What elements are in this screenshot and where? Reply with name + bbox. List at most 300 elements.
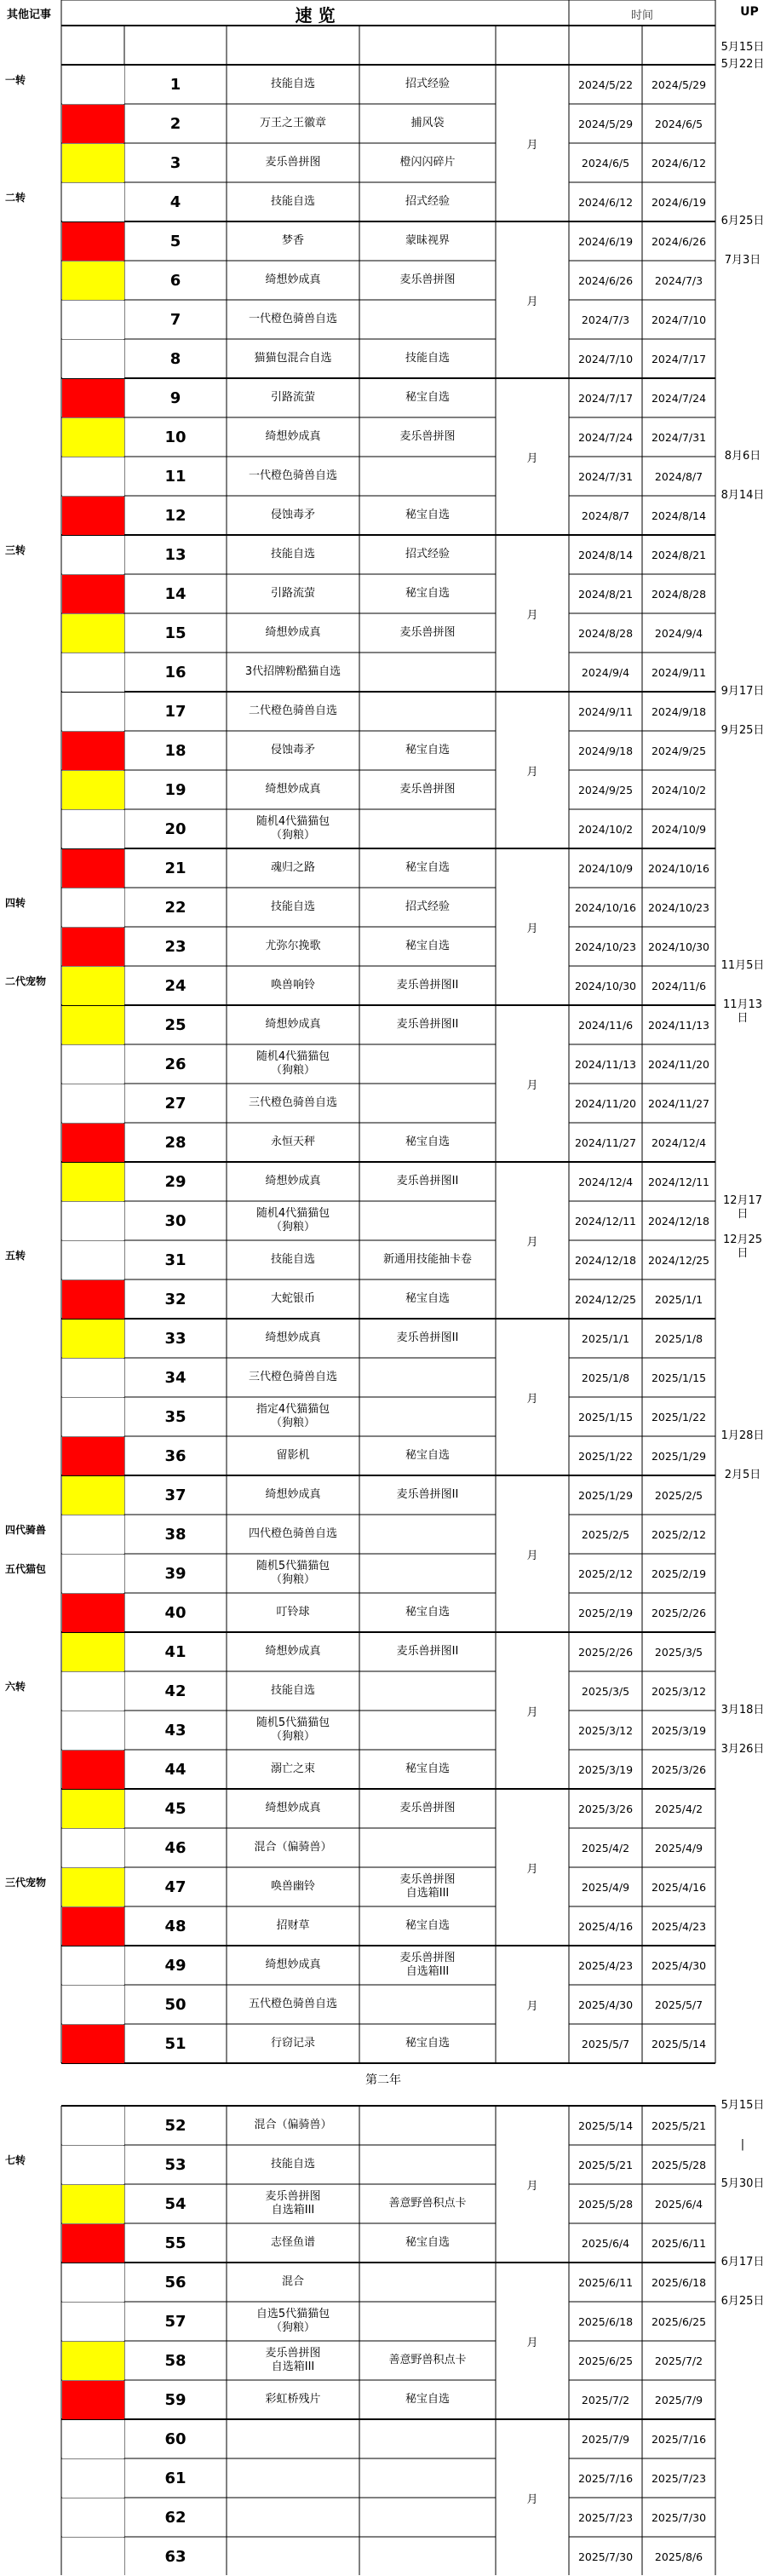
month-label: 月 xyxy=(526,451,538,465)
row-number: 11 xyxy=(164,467,187,486)
event-name: 随机4代猫猫包 （狗粮） xyxy=(255,1050,330,1077)
row-number: 26 xyxy=(164,1055,187,1073)
end-date: 2024/9/11 xyxy=(651,665,707,679)
event-reward: 麦乐兽拼图 xyxy=(399,430,456,443)
up-date: 8月14日 xyxy=(720,489,765,502)
start-date: 2025/6/18 xyxy=(577,2314,634,2328)
status-swatch xyxy=(62,1790,124,1828)
row-number: 27 xyxy=(164,1094,187,1113)
event-name: 自选5代猫猫包 （狗粮） xyxy=(255,2308,330,2334)
status-swatch xyxy=(62,66,124,104)
event-reward: 秘宝自选 xyxy=(405,391,450,404)
event-name xyxy=(227,2498,359,2537)
start-date: 2024/12/25 xyxy=(574,1292,637,1306)
status-swatch xyxy=(62,1163,124,1201)
start-date: 2024/11/20 xyxy=(574,1096,637,1110)
row-number: 8 xyxy=(169,349,181,368)
event-reward xyxy=(359,457,496,496)
status-swatch xyxy=(62,2342,124,2380)
event-name: 绮想妙成真 xyxy=(265,1331,321,1344)
status-swatch xyxy=(62,262,124,300)
event-reward xyxy=(359,2263,496,2302)
event-reward xyxy=(359,2145,496,2184)
end-date: 2024/8/21 xyxy=(651,548,707,561)
start-date: 2024/5/29 xyxy=(577,117,634,130)
row-number: 29 xyxy=(164,1172,187,1191)
status-swatch xyxy=(62,379,124,417)
event-name: 彩虹桥残片 xyxy=(265,2393,321,2406)
status-swatch xyxy=(62,497,124,535)
up-top-date: 5月15日 xyxy=(720,41,765,54)
status-swatch xyxy=(62,2381,124,2419)
end-date: 2024/11/6 xyxy=(651,979,707,992)
up-date: 9月25日 xyxy=(720,724,765,737)
end-date: 2025/7/30 xyxy=(651,2510,707,2524)
row-number: 18 xyxy=(164,741,187,760)
event-name: 大蛇银币 xyxy=(270,1292,315,1305)
end-date: 2025/2/26 xyxy=(651,1606,707,1619)
row-number: 43 xyxy=(164,1721,187,1739)
status-swatch xyxy=(62,1006,124,1044)
end-date: 2025/3/26 xyxy=(651,1762,707,1776)
end-date: 2024/12/25 xyxy=(647,1253,710,1267)
end-date: 2024/8/14 xyxy=(651,509,707,522)
event-name: 绮想妙成真 xyxy=(265,1175,321,1187)
event-name: 绮想妙成真 xyxy=(265,1018,321,1031)
start-date: 2024/8/7 xyxy=(581,509,630,522)
end-date: 2024/6/19 xyxy=(651,195,707,209)
start-date: 2025/6/25 xyxy=(577,2354,634,2367)
up-date: 11月13日 xyxy=(722,998,763,1025)
end-date: 2025/6/25 xyxy=(651,2314,707,2328)
end-date: 2024/10/2 xyxy=(651,783,707,796)
event-name: 绮想妙成真 xyxy=(265,1488,321,1501)
up-date: | xyxy=(740,2138,745,2151)
status-swatch xyxy=(62,1594,124,1632)
event-reward: 麦乐兽拼图 xyxy=(399,1802,456,1814)
row-number: 14 xyxy=(164,584,187,603)
event-reward: 秘宝自选 xyxy=(405,509,450,521)
event-reward: 秘宝自选 xyxy=(405,744,450,756)
row-number: 7 xyxy=(169,310,181,329)
status-swatch xyxy=(62,771,124,809)
event-name: 唤兽幽铃 xyxy=(270,1880,315,1893)
start-date: 2025/2/12 xyxy=(577,1567,634,1580)
side-note: 一转 xyxy=(5,74,26,86)
end-date: 2025/7/16 xyxy=(651,2432,707,2446)
event-reward xyxy=(359,1358,496,1397)
row-number: 50 xyxy=(164,1995,187,2014)
event-reward: 秘宝自选 xyxy=(405,1136,450,1148)
event-reward: 麦乐兽拼图 xyxy=(399,626,456,639)
row-number: 53 xyxy=(164,2155,187,2174)
event-reward: 招式经验 xyxy=(405,548,450,561)
row-number: 10 xyxy=(164,428,187,446)
end-date: 2025/4/9 xyxy=(654,1841,703,1854)
row-number: 47 xyxy=(164,1877,187,1896)
up-date: 7月3日 xyxy=(724,254,761,267)
start-date: 2024/12/11 xyxy=(574,1214,637,1228)
start-date: 2025/3/12 xyxy=(577,1723,634,1737)
event-reward: 麦乐兽拼图 xyxy=(399,783,456,796)
event-reward xyxy=(359,2537,496,2576)
status-swatch xyxy=(62,575,124,613)
start-date: 2024/6/5 xyxy=(581,156,630,170)
event-name: 随机5代猫猫包 （狗粮） xyxy=(255,1716,330,1743)
event-reward: 橙闪闪碎片 xyxy=(399,156,456,169)
row-number: 33 xyxy=(164,1329,187,1348)
event-reward xyxy=(359,653,496,692)
start-date: 2024/8/28 xyxy=(577,626,634,640)
row-number: 57 xyxy=(164,2312,187,2331)
month-label: 月 xyxy=(526,765,538,779)
event-name: 绮想妙成真 xyxy=(265,1645,321,1658)
event-reward: 麦乐兽拼图II xyxy=(396,1331,459,1344)
end-date: 2025/4/16 xyxy=(651,1880,707,1894)
start-date: 2024/7/10 xyxy=(577,352,634,365)
up-date: 5月22日 xyxy=(720,58,765,71)
up-date: 3月18日 xyxy=(720,1704,765,1716)
end-date: 2024/10/30 xyxy=(647,940,710,953)
notes-column-header: 其他记事 xyxy=(7,9,52,21)
end-date: 2024/9/18 xyxy=(651,704,707,718)
start-date: 2024/10/9 xyxy=(577,861,634,875)
end-date: 2024/7/10 xyxy=(651,313,707,326)
event-reward xyxy=(359,300,496,339)
end-date: 2024/8/7 xyxy=(654,469,703,483)
start-date: 2024/8/14 xyxy=(577,548,634,561)
status-swatch xyxy=(62,693,124,731)
end-date: 2025/7/2 xyxy=(654,2354,703,2367)
event-name: 绮想妙成真 xyxy=(265,1958,321,1971)
end-date: 2025/1/22 xyxy=(651,1410,707,1423)
event-name: 猫猫包混合自选 xyxy=(254,352,332,365)
event-name: 侵蚀毒矛 xyxy=(270,744,315,756)
status-swatch xyxy=(62,1359,124,1397)
event-reward: 秘宝自选 xyxy=(405,940,450,952)
row-number: 13 xyxy=(164,545,187,564)
end-date: 2024/5/29 xyxy=(651,78,707,91)
event-name xyxy=(227,2458,359,2498)
status-swatch xyxy=(62,1045,124,1084)
event-name: 溺亡之束 xyxy=(270,1762,315,1775)
row-number: 63 xyxy=(164,2547,187,2566)
event-reward xyxy=(359,1084,496,1123)
end-date: 2025/4/23 xyxy=(651,1919,707,1933)
row-number: 35 xyxy=(164,1407,187,1426)
start-date: 2024/10/2 xyxy=(577,822,634,836)
end-date: 2024/12/18 xyxy=(647,1214,710,1228)
status-swatch xyxy=(62,222,124,261)
event-reward xyxy=(359,2419,496,2458)
event-name: 留影机 xyxy=(276,1449,310,1462)
event-name: 绮想妙成真 xyxy=(265,430,321,443)
start-date: 2025/7/23 xyxy=(577,2510,634,2524)
side-note: 三代宠物 xyxy=(5,1877,47,1889)
event-reward xyxy=(359,2106,496,2145)
end-date: 2024/7/3 xyxy=(654,273,703,287)
status-swatch xyxy=(62,1515,124,1554)
start-date: 2025/5/28 xyxy=(577,2197,634,2211)
event-reward xyxy=(359,1985,496,2024)
start-date: 2025/3/5 xyxy=(581,1684,630,1698)
event-name: 混合（偏骑兽） xyxy=(254,2119,332,2131)
month-label: 月 xyxy=(526,608,538,622)
start-date: 2025/7/2 xyxy=(581,2393,630,2406)
event-name: 麦乐兽拼图 自选箱III xyxy=(265,2190,321,2217)
end-date: 2025/2/5 xyxy=(654,1488,703,1502)
start-date: 2024/11/27 xyxy=(574,1136,637,1149)
status-swatch xyxy=(62,1711,124,1750)
start-date: 2024/10/30 xyxy=(574,979,637,992)
event-name: 三代橙色骑兽自选 xyxy=(248,1371,337,1383)
row-number: 58 xyxy=(164,2351,187,2370)
end-date: 2024/11/13 xyxy=(647,1018,710,1032)
event-reward xyxy=(359,2458,496,2498)
end-date: 2025/6/18 xyxy=(651,2275,707,2289)
end-date: 2024/10/23 xyxy=(647,900,710,914)
row-number: 30 xyxy=(164,1211,187,1230)
event-name: 一代橙色骑兽自选 xyxy=(248,469,337,482)
event-name: 三代橙色骑兽自选 xyxy=(248,1096,337,1109)
side-note: 二代宠物 xyxy=(5,975,47,987)
end-date: 2024/7/31 xyxy=(651,430,707,444)
event-name: 引路流萤 xyxy=(270,391,315,404)
start-date: 2024/10/16 xyxy=(574,900,637,914)
row-number: 3 xyxy=(169,153,181,172)
row-number: 32 xyxy=(164,1290,187,1308)
start-date: 2025/1/29 xyxy=(577,1488,634,1502)
event-name: 绮想妙成真 xyxy=(265,273,321,286)
event-reward: 麦乐兽拼图II xyxy=(396,979,459,992)
up-date: 5月15日 xyxy=(720,2099,765,2112)
up-date: 12月17日 xyxy=(722,1194,763,1221)
end-date: 2024/7/24 xyxy=(651,391,707,405)
end-date: 2024/6/26 xyxy=(651,234,707,248)
event-reward: 技能自选 xyxy=(405,352,450,365)
start-date: 2025/5/14 xyxy=(577,2119,634,2132)
end-date: 2025/8/6 xyxy=(654,2550,703,2563)
event-reward: 麦乐兽拼图II xyxy=(396,1488,459,1501)
row-number: 22 xyxy=(164,898,187,917)
status-swatch xyxy=(62,2538,124,2576)
start-date: 2024/7/24 xyxy=(577,430,634,444)
start-date: 2025/6/11 xyxy=(577,2275,634,2289)
end-date: 2024/9/4 xyxy=(654,626,703,640)
event-reward: 招式经验 xyxy=(405,78,450,90)
event-name: 混合 xyxy=(281,2275,304,2288)
row-number: 21 xyxy=(164,859,187,877)
end-date: 2024/6/5 xyxy=(654,117,703,130)
month-label: 月 xyxy=(526,1999,538,2013)
event-reward: 麦乐兽拼图 xyxy=(399,273,456,286)
status-swatch xyxy=(62,1555,124,1593)
status-swatch xyxy=(62,1476,124,1515)
side-note: 五转 xyxy=(5,1250,26,1262)
event-reward xyxy=(359,1671,496,1711)
event-name: 叮铃球 xyxy=(276,1606,310,1619)
status-swatch xyxy=(62,2107,124,2145)
end-date: 2024/10/16 xyxy=(647,861,710,875)
row-number: 51 xyxy=(164,2034,187,2053)
up-date: 11月5日 xyxy=(720,959,765,972)
event-name: 技能自选 xyxy=(270,1253,315,1266)
start-date: 2025/3/26 xyxy=(577,1802,634,1815)
end-date: 2025/3/19 xyxy=(651,1723,707,1737)
event-name: 随机4代猫猫包 （狗粮） xyxy=(255,1207,330,1233)
up-date: 1月28日 xyxy=(720,1429,765,1442)
event-name: 3代招牌粉酷猫自选 xyxy=(244,665,342,678)
start-date: 2025/1/22 xyxy=(577,1449,634,1463)
event-name: 技能自选 xyxy=(270,2158,315,2171)
event-reward: 招式经验 xyxy=(405,195,450,208)
event-reward: 善意野兽积点卡 xyxy=(388,2197,467,2210)
start-date: 2024/11/6 xyxy=(577,1018,634,1032)
start-date: 2025/2/26 xyxy=(577,1645,634,1659)
month-label: 月 xyxy=(526,1549,538,1562)
status-swatch xyxy=(62,614,124,653)
side-note: 四代骑兽 xyxy=(5,1524,47,1536)
event-name: 梦香 xyxy=(281,234,304,247)
up-date: 2月5日 xyxy=(724,1469,761,1481)
status-swatch xyxy=(62,105,124,143)
event-name: 引路流萤 xyxy=(270,587,315,600)
status-swatch xyxy=(62,2420,124,2458)
status-swatch xyxy=(62,1672,124,1711)
month-label: 月 xyxy=(526,1078,538,1092)
end-date: 2025/3/12 xyxy=(651,1684,707,1698)
month-label: 月 xyxy=(526,1705,538,1719)
row-number: 36 xyxy=(164,1446,187,1465)
row-number: 42 xyxy=(164,1682,187,1700)
end-date: 2024/12/11 xyxy=(647,1175,710,1188)
up-date: 6月17日 xyxy=(720,2256,765,2268)
row-number: 46 xyxy=(164,1838,187,1857)
start-date: 2024/12/18 xyxy=(574,1253,637,1267)
start-date: 2025/4/23 xyxy=(577,1958,634,1972)
row-number: 62 xyxy=(164,2508,187,2527)
row-number: 12 xyxy=(164,506,187,525)
month-label: 月 xyxy=(526,2336,538,2349)
event-reward: 秘宝自选 xyxy=(405,587,450,600)
start-date: 2024/7/31 xyxy=(577,469,634,483)
row-number: 25 xyxy=(164,1015,187,1034)
event-name xyxy=(227,2537,359,2576)
status-swatch xyxy=(62,1241,124,1279)
end-date: 2025/6/11 xyxy=(651,2236,707,2250)
event-reward xyxy=(359,1515,496,1554)
status-swatch xyxy=(62,457,124,496)
start-date: 2025/4/9 xyxy=(581,1880,630,1894)
end-date: 2024/11/20 xyxy=(647,1057,710,1071)
status-swatch xyxy=(62,1398,124,1436)
status-swatch xyxy=(62,1202,124,1240)
start-date: 2025/4/2 xyxy=(581,1841,630,1854)
end-date: 2025/7/23 xyxy=(651,2471,707,2485)
event-name: 技能自选 xyxy=(270,548,315,561)
row-number: 37 xyxy=(164,1486,187,1504)
row-number: 19 xyxy=(164,780,187,799)
side-note: 五代猫包 xyxy=(5,1563,47,1575)
start-date: 2025/7/9 xyxy=(581,2432,630,2446)
status-swatch xyxy=(62,1946,124,1985)
status-swatch xyxy=(62,301,124,339)
event-name: 尤弥尔挽歌 xyxy=(265,940,321,952)
event-reward xyxy=(359,1554,496,1593)
status-swatch xyxy=(62,1751,124,1789)
status-swatch xyxy=(62,2025,124,2063)
start-date: 2024/7/17 xyxy=(577,391,634,405)
row-number: 15 xyxy=(164,624,187,642)
side-note: 六转 xyxy=(5,1681,26,1693)
end-date: 2025/4/2 xyxy=(654,1802,703,1815)
event-name: 随机5代猫猫包 （狗粮） xyxy=(255,1560,330,1586)
row-number: 20 xyxy=(164,819,187,838)
start-date: 2025/2/19 xyxy=(577,1606,634,1619)
end-date: 2025/3/5 xyxy=(654,1645,703,1659)
year-two-label: 第二年 xyxy=(365,2073,401,2087)
end-date: 2025/5/28 xyxy=(651,2158,707,2171)
start-date: 2025/1/15 xyxy=(577,1410,634,1423)
event-name: 五代橙色骑兽自选 xyxy=(248,1998,337,2010)
event-name: 麦乐兽拼图 xyxy=(265,156,321,169)
end-date: 2025/1/8 xyxy=(654,1331,703,1345)
event-reward: 秘宝自选 xyxy=(405,1919,450,1932)
month-label: 月 xyxy=(526,2493,538,2506)
event-reward: 秘宝自选 xyxy=(405,2393,450,2406)
start-date: 2025/3/19 xyxy=(577,1762,634,1776)
event-name: 魂归之路 xyxy=(270,861,315,874)
status-swatch xyxy=(62,340,124,378)
row-number: 52 xyxy=(164,2116,187,2135)
month-label: 月 xyxy=(526,138,538,152)
side-note: 四转 xyxy=(5,897,26,909)
up-date: 3月26日 xyxy=(720,1743,765,1756)
row-number: 56 xyxy=(164,2273,187,2291)
event-reward: 蒙昧视界 xyxy=(405,234,450,247)
status-swatch xyxy=(62,2263,124,2302)
start-date: 2024/8/21 xyxy=(577,587,634,601)
end-date: 2025/5/14 xyxy=(651,2037,707,2050)
event-reward: 捕风袋 xyxy=(410,117,445,129)
end-date: 2024/9/25 xyxy=(651,744,707,757)
start-date: 2025/1/8 xyxy=(581,1371,630,1384)
start-date: 2024/9/18 xyxy=(577,744,634,757)
row-number: 4 xyxy=(169,193,181,211)
start-date: 2024/11/13 xyxy=(574,1057,637,1071)
event-reward: 麦乐兽拼图II xyxy=(396,1175,459,1187)
status-swatch xyxy=(62,810,124,848)
end-date: 2025/5/21 xyxy=(651,2119,707,2132)
status-swatch xyxy=(62,1124,124,1162)
up-date: 6月25日 xyxy=(720,215,765,227)
status-swatch xyxy=(62,536,124,574)
event-reward xyxy=(359,1828,496,1867)
month-label: 月 xyxy=(526,2179,538,2193)
start-date: 2024/9/25 xyxy=(577,783,634,796)
event-name: 永恒天秤 xyxy=(270,1136,315,1148)
end-date: 2024/12/4 xyxy=(651,1136,707,1149)
status-swatch xyxy=(62,418,124,457)
event-reward xyxy=(359,809,496,848)
row-number: 61 xyxy=(164,2469,187,2487)
side-note: 三转 xyxy=(5,544,26,556)
start-date: 2024/7/3 xyxy=(581,313,630,326)
event-name: 侵蚀毒矛 xyxy=(270,509,315,521)
end-date: 2024/10/9 xyxy=(651,822,707,836)
event-reward: 秘宝自选 xyxy=(405,2236,450,2249)
end-date: 2024/11/27 xyxy=(647,1096,710,1110)
